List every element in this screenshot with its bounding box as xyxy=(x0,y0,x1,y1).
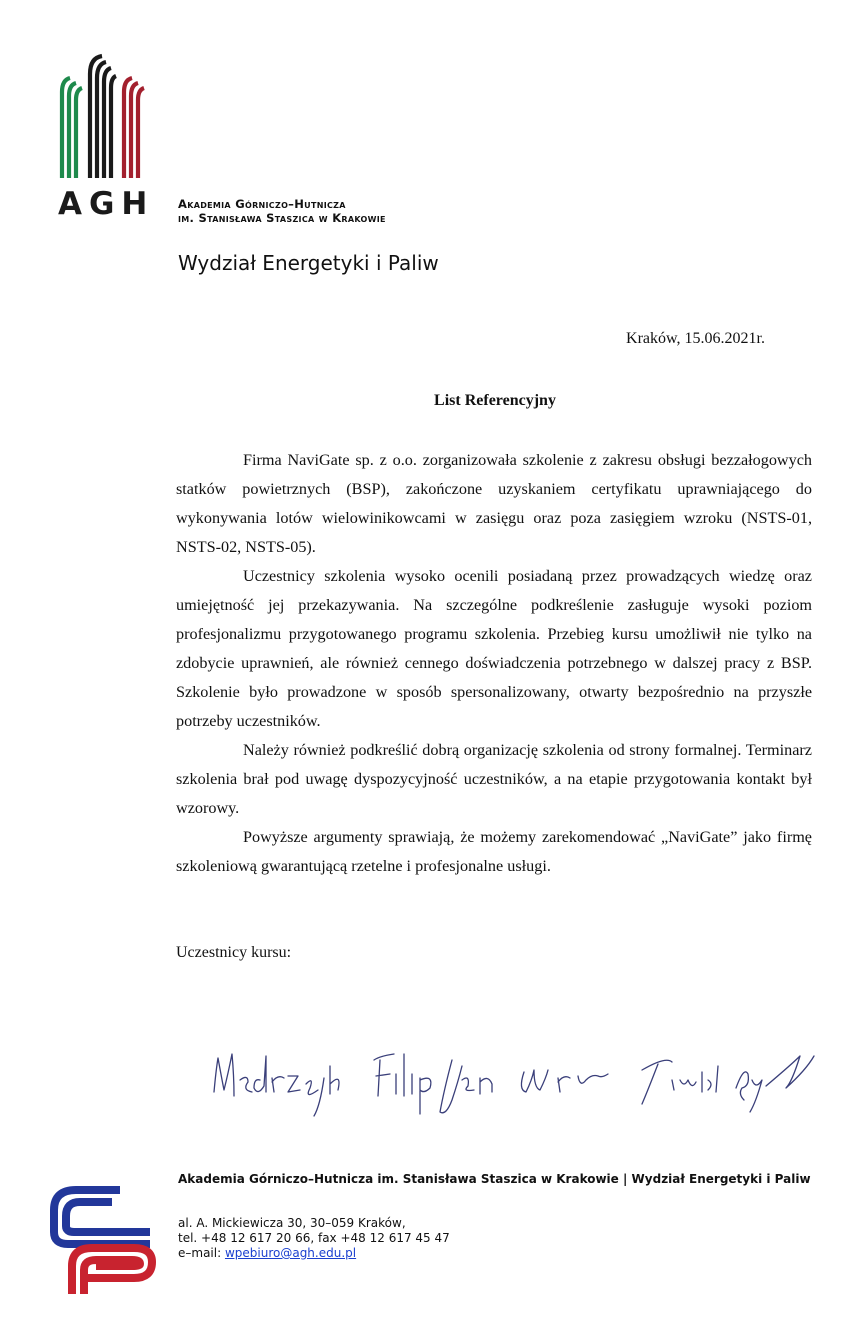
letter-title: List Referencyjny xyxy=(434,392,556,409)
footer-contact xyxy=(178,1216,450,1261)
footer-address: al. A. Mickiewicza 30, 30–059 Kraków, xyxy=(178,1216,406,1230)
academy-line-2: im. Stanisława Staszica w Krakowie xyxy=(178,211,386,225)
academy-name xyxy=(178,197,386,225)
paragraph: Uczestnicy szkolenia wysoko ocenili posiadaną przez prowadzących wiedzę oraz umiejętność jej przekazywania. Na szczególne podkreślenie zasługuje wysoki poziom profesjonalizmu przygotowanego programu szkolenia. Przebieg kursu umożliwił nie tylko na zdobycie uprawnień, ale również cennego doświadczenia potrzebnego w dalszej pracy z BSP. Szkolenie było prowadzone w sposób spersonalizowany, otwarty bezpośrednio na przyszłe potrzeby uczestników. xyxy=(176,567,812,730)
footer-email-link[interactable]: wpebiuro@agh.edu.pl xyxy=(224,1246,357,1260)
letter-date: Kraków, 15.06.2021r. xyxy=(626,330,765,347)
academy-line-1: Akademia Górniczo–Hutnicza xyxy=(178,197,346,211)
signatures-image xyxy=(196,1030,826,1130)
footer-email-line xyxy=(178,1246,450,1261)
paragraph: Należy również podkreślić dobrą organizację szkolenia od strony formalnej. Terminarz szkolenia brał pod uwagę dyspozycyjność uczestników, a na etapie przygotowania kontakt był wzorowy. xyxy=(176,741,812,817)
paragraph: Powyższe argumenty sprawiają, że możemy zarekomendować „NaviGate” jako firmę szkoleniową gwarantującą rzetelne i profesjonalne usługi. xyxy=(176,828,812,875)
faculty-name: Wydział Energetyki i Paliw xyxy=(178,251,439,275)
footer-email-label: e–mail: xyxy=(178,1246,225,1260)
participants-label: Uczestnicy kursu: xyxy=(176,944,292,961)
agh-logo-letters: AGH xyxy=(58,186,155,222)
footer-organization: Akademia Górniczo–Hutnicza im. Stanisława Staszica w Krakowie | Wydział Energetyki i Paliw xyxy=(178,1172,811,1186)
wpe-logo-icon xyxy=(48,1186,158,1296)
footer-phone: tel. +48 12 617 20 66, fax +48 12 617 45 47 xyxy=(178,1231,450,1245)
letter-body xyxy=(176,446,812,881)
paragraph: Firma NaviGate sp. z o.o. zorganizowała szkolenie z zakresu obsługi bezzałogowych statków powietrznych (BSP), zakończone uzyskaniem certyfikatu uprawniającego do wykonywania lotów wielowinikowcami w zasięgu oraz poza zasięgiem wzroku (NSTS-01, NSTS-02, NSTS-05). xyxy=(176,451,812,556)
